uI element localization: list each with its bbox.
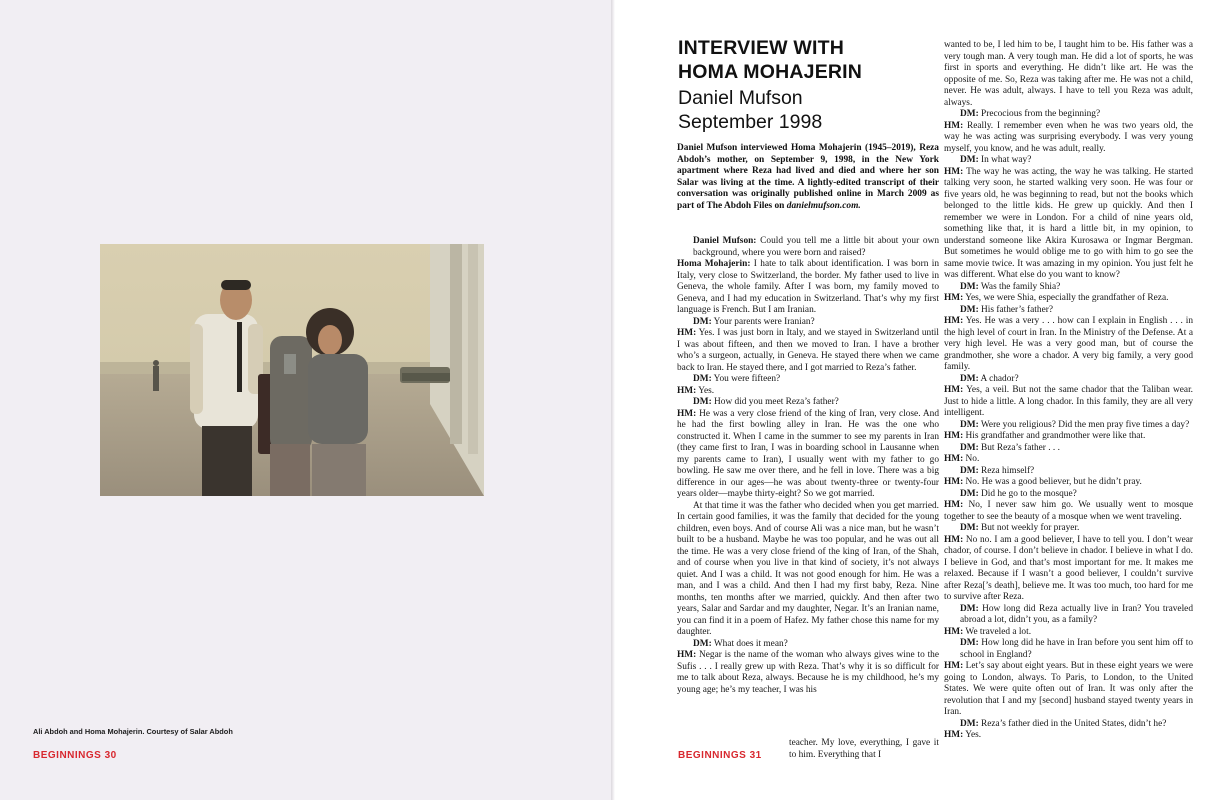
speech-text: Reza himself? [978, 465, 1035, 476]
speech-text: You were fifteen? [711, 374, 781, 384]
interview-paragraph [944, 420, 1193, 432]
speech-text: But Reza’s father . . . [978, 442, 1060, 453]
speaker-label: Homa Mohajerin: [677, 259, 751, 269]
speech-text: Reza’s father died in the United States, didn’t he? [978, 718, 1167, 729]
speech-text: Yes. I was just born in Italy, and we stayed in Switzerland until I was about fifteen, and then we moved to Iran. I have a brother who’s a surgeon, actually, in Geneva. He stayed there when we came back to Iran. He stayed there, and I got married to Reza’s father. [677, 328, 939, 373]
interview-column-1-tail: teacher. My love, everything, I gave it to him. Everything that I [789, 738, 939, 760]
interview-paragraph [944, 500, 1193, 523]
speech-text: Could you tell me a little bit about your own background, where you were born and raised? [693, 236, 940, 258]
speaker-label: DM: [693, 374, 712, 384]
speech-text: In what way? [978, 155, 1032, 165]
interview-paragraph [677, 639, 939, 651]
interview-paragraph [677, 650, 939, 696]
speech-text: His father’s father? [978, 304, 1053, 315]
speaker-label: DM: [960, 488, 979, 499]
speech-text: Yes, we were Shia, especially the grandfather of Reza. [963, 293, 1169, 303]
speech-text: How long did Reza actually live in Iran? You traveled abroad a lot, didn’t you, as a family? [960, 603, 1193, 625]
speaker-label: DM: [960, 373, 979, 384]
speech-text: No no. I am a good believer, I have to tell you. I don’t wear chador, of course. I don’t believe in chador. I believe in what I do. I believe in God, and that’s most important for me. It makes me relaxed. Because if I wasn’t a good believer, I couldn’t survive after Reza[’s death], believe me. It was too much, too hard for me to survive after Reza. [944, 534, 1193, 602]
speaker-label: DM: [960, 442, 979, 453]
speech-text: He was a very close friend of the king of Iran, very close. And he had the first bowling alley in Iran. He was the one who constructed it. When I came in the summer to see my parents in Iran (they came first to Iran, I was in boarding school in Lausanne when my parents came to Iran), I usually went with my father to go bowling. He saw me over there, and he fell in love. There was a big difference in our ages—he was about twenty-three or twenty-four years older—maybe thirty-eight? So we got married. [677, 408, 939, 499]
speaker-label: DM: [960, 465, 979, 476]
interview-paragraph [944, 466, 1193, 478]
speech-text: Were you religious? Did the men pray five times a day? [978, 419, 1190, 430]
interview-paragraph [677, 397, 939, 409]
speaker-label: HM: [944, 730, 964, 740]
interview-paragraph [677, 317, 939, 329]
page-gutter [611, 0, 615, 800]
speaker-label: DM: [960, 419, 979, 430]
page-number-right: BEGINNINGS 31 [678, 750, 762, 761]
speech-text: Really. I remember even when he was two years old, the way he was acting was surprising everybody. I was very young myself, you know, and he was adult, really. [944, 120, 1193, 154]
speaker-label: HM: [677, 650, 697, 660]
speech-text: Yes, a veil. But not the same chador that the Taliban wear. Just to hide a little. A long chador. In this family, they are all very intelligent. [944, 385, 1193, 418]
speaker-label: HM: [944, 120, 964, 131]
speaker-label: HM: [677, 408, 697, 419]
speaker-label: HM: [944, 477, 964, 487]
speaker-label: HM: [944, 166, 964, 177]
speech-text: But not weekly for prayer. [978, 523, 1080, 533]
speech-text: I hate to talk about identification. I was born in Italy, very close to Switzerland, the border. My father used to live in Geneva, the whole family. After I was born, my family moved to Geneva, and I had my education in Switzerland. That’s why my first language is French. But I am Iranian. [677, 259, 939, 315]
interview-paragraph [944, 661, 1193, 719]
interview-paragraph [944, 155, 1193, 167]
interview-paragraph [944, 627, 1193, 639]
speech-text: No, I never saw him go. We usually went to mosque together to see the beauty of a mosque when we went traveling. [944, 500, 1193, 522]
speaker-label: DM: [960, 304, 979, 315]
speech-text: Was the family Shia? [978, 281, 1061, 292]
speaker-label: DM: [693, 638, 712, 649]
speech-text: Yes. He was a very . . . how can I explain in English . . . in the high level of court in Iran. In the Ministry of the Defense. At a very high level. He was a very good man, but of course the grandmother, she wore a chador. A very big family, a very good family. [944, 316, 1193, 372]
speech-text: What does it mean? [711, 638, 788, 649]
interview-paragraph [944, 719, 1193, 731]
interview-paragraph [944, 443, 1193, 455]
intro-text: Daniel Mufson interviewed Homa Mohajerin (1945–2019), Reza Abdoh’s mother, on September 9, 1998, in the New York apartment where Reza had lived and died and where her son Salar was living at the time. A lightly-edited transcript of their conversation was originally published online in March 2009 as part of The Abdoh Files on [677, 143, 939, 211]
page-number-left: BEGINNINGS 30 [33, 750, 117, 761]
speaker-label: HM: [944, 431, 964, 441]
photo-caption: Ali Abdoh and Homa Mohajerin. Courtesy of Salar Abdoh [33, 727, 233, 736]
interview-paragraph [677, 386, 939, 398]
speaker-label: HM: [677, 328, 697, 338]
speaker-label: Daniel Mufson: [693, 236, 757, 246]
interview-paragraph [677, 501, 939, 639]
speaker-label: HM: [944, 385, 964, 395]
interview-paragraph [944, 638, 1193, 661]
speech-text: Precocious from the beginning? [978, 109, 1101, 119]
interview-paragraph [944, 385, 1193, 420]
speech-text: Your parents were Iranian? [711, 316, 815, 327]
speaker-label: HM: [944, 454, 964, 464]
speaker-label: DM: [960, 638, 979, 648]
speaker-label: DM: [960, 155, 979, 165]
intro-site: danielmufson.com. [786, 200, 861, 211]
interview-paragraph [677, 409, 939, 501]
interview-paragraph [944, 477, 1193, 489]
speaker-label: HM: [944, 500, 964, 510]
interview-paragraph [944, 374, 1193, 386]
speaker-label: HM: [677, 385, 697, 396]
speaker-label: HM: [944, 293, 964, 303]
speaker-label: DM: [960, 109, 979, 119]
interview-paragraph [677, 328, 939, 374]
interview-paragraph [944, 604, 1193, 627]
speech-text: wanted to be, I led him to be, I taught him to be. His father was a very tough man. A very tough man. He did a lot of sports, he was first in sports and everything. He didn’t like art. He was the opposite of me. So, Reza was taking after me. He was not a child, never. He was adult, always. I have to tell you Reza was adult, always. [944, 40, 1193, 108]
speech-text: Negar is the name of the woman who always gives wine to the Sufis . . . I really grew up with Reza. That’s why it is so difficult for me to talk about Reza, always. Because he is my childhood, he’s my young age; he’s my teacher, I was his [677, 650, 939, 695]
interview-paragraph [677, 259, 939, 317]
speaker-label: DM: [960, 603, 979, 614]
interview-paragraph [944, 121, 1193, 156]
interview-column-2 [944, 40, 1193, 742]
interview-paragraph [944, 282, 1193, 294]
interview-paragraph [944, 305, 1193, 317]
interview-paragraph [944, 730, 1193, 742]
speaker-label: HM: [944, 661, 964, 671]
speech-text: We traveled a lot. [963, 626, 1032, 637]
interview-paragraph [944, 316, 1193, 374]
speaker-label: DM: [693, 397, 712, 407]
interview-paragraph [944, 523, 1193, 535]
interview-paragraph [944, 535, 1193, 604]
article-title-line2: HOMA MOHAJERIN [678, 61, 863, 83]
speaker-label: HM: [944, 626, 964, 637]
interview-paragraph [944, 40, 1193, 109]
interview-paragraph [944, 489, 1193, 501]
speech-text: A chador? [978, 373, 1019, 384]
speech-text: Yes. [696, 385, 715, 396]
interview-paragraph [944, 293, 1193, 305]
speech-text: His grandfather and grandmother were like that. [963, 431, 1146, 441]
speech-text: The way he was acting, the way he was talking. He started talking very soon, he started walking very soon. He was four or five years old, he was beginning to read, but not the books which belonged to the little kids. He grew up quickly. And then I remember we were in London. For a child of nine years old, something like that, it is hard a little bit, in my opinion, to understand someone like Akira Kurosawa or Ingmar Bergman. But sometimes he would oblige me to go with him to go see the same movie twice. It was amazing in my opinion. You just felt he was different. What else do you want to know? [944, 166, 1193, 280]
article-author: Daniel Mufson [678, 87, 803, 109]
speech-text: No. [963, 454, 980, 464]
interview-paragraph [944, 454, 1193, 466]
speech-text: Yes. [963, 730, 982, 740]
intro-paragraph [677, 143, 939, 213]
speaker-label: DM: [960, 523, 979, 533]
article-title-line1: INTERVIEW WITH [678, 37, 845, 59]
article-header [678, 36, 862, 134]
speech-text: How long did he have in Iran before you sent him off to school in England? [960, 638, 1193, 660]
speaker-label: DM: [693, 316, 712, 327]
article-date: September 1998 [678, 111, 823, 133]
speech-text: Did he go to the mosque? [978, 488, 1077, 499]
interview-paragraph [677, 236, 939, 259]
speech-text: How did you meet Reza’s father? [711, 397, 839, 407]
interview-column-1 [677, 236, 939, 696]
speech-text: No. He was a good believer, but he didn’t pray. [963, 477, 1142, 487]
speaker-label: HM: [944, 316, 964, 326]
interview-paragraph [944, 167, 1193, 282]
speech-text: Let’s say about eight years. But in these eight years we were going to London, always. To Paris, to London, to the United States. We were quite often out of Iran. It was only after the revolution that I and my [second] husband stayed twenty years in Iran. [944, 661, 1193, 717]
speaker-label: HM: [944, 534, 964, 545]
archival-photo [100, 244, 484, 496]
interview-paragraph [944, 109, 1193, 121]
speaker-label: DM: [960, 281, 979, 292]
interview-paragraph [944, 431, 1193, 443]
speaker-label: DM: [960, 718, 979, 729]
speech-text: At that time it was the father who decided when you get married. In certain good families, it was the family that decided for the young children, even boys. And of course Ali was a nice man, but he wasn’t built to be a husband. Maybe he was too popular, and he was out all the time. He was a very close friend of the king of Iran, of the Shah, and of course when you live in that kind of society, it’s not always quiet. And I was a child. It was not good enough for him. He was a man, and I was a child. And then I had my first baby, Reza. Nine months, ten months after we married, quickly. And then after two years, Salar and Sardar and my daughter, Negar. It’s an Iranian name, you can find it in a poem of Hafez. My father chose this name for my daughter. [677, 500, 939, 637]
interview-paragraph [677, 374, 939, 386]
